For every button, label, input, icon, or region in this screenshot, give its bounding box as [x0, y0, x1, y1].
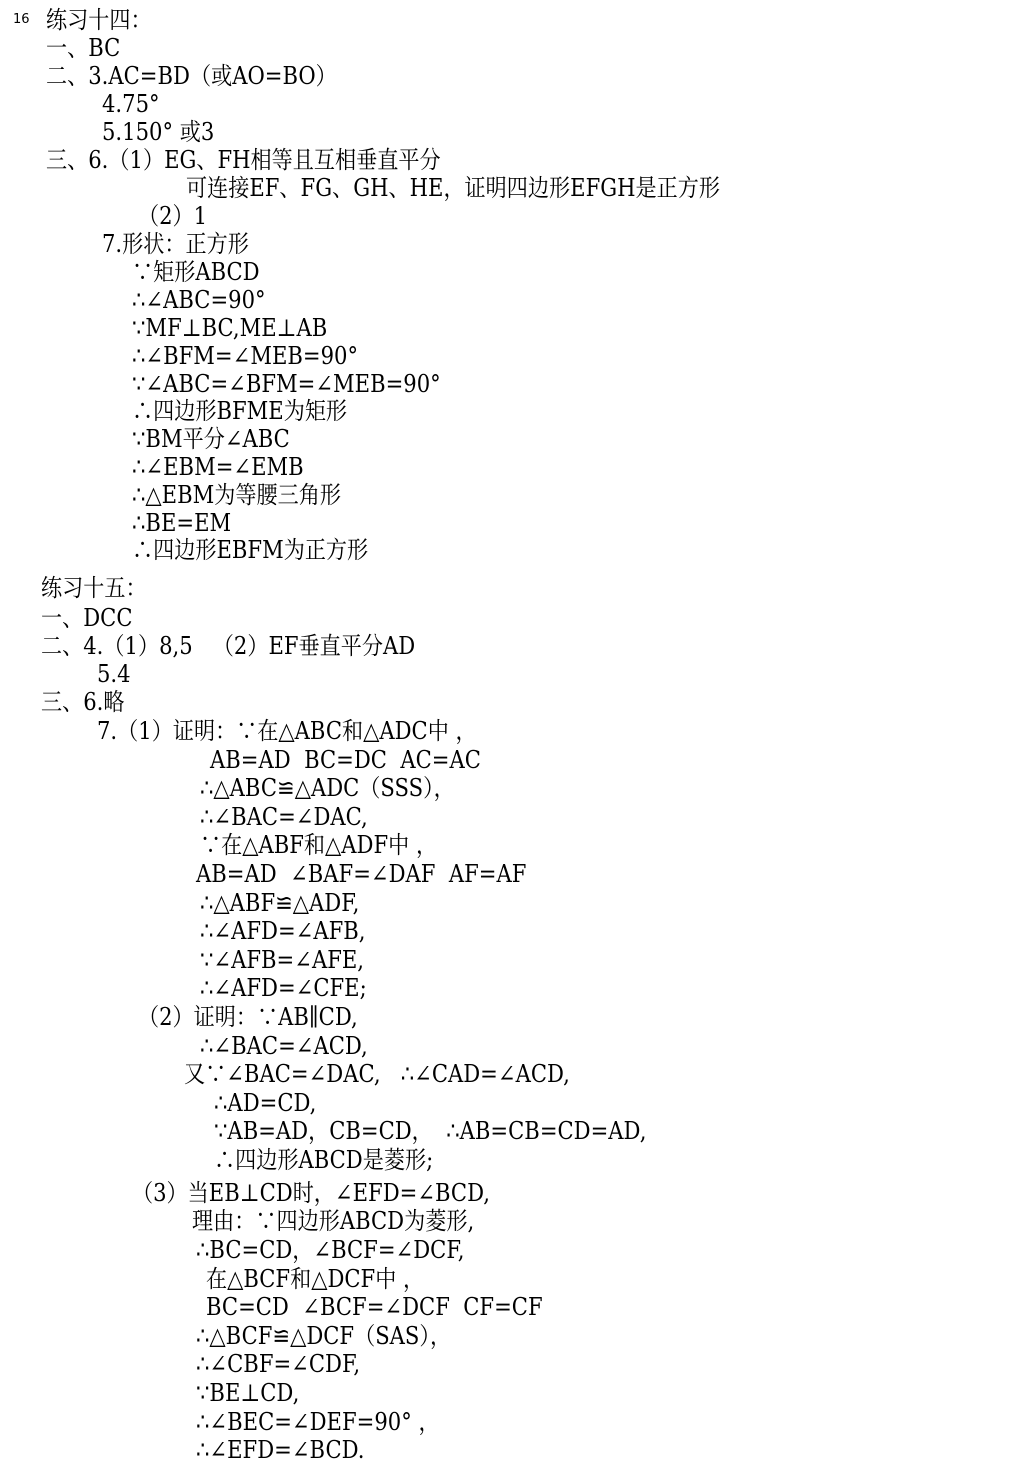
answer-line: （2）1: [138, 202, 208, 230]
answer-line: 一、DCC: [41, 604, 133, 632]
proof-line: ∵BM平分∠ABC: [132, 425, 290, 453]
proof-line: ∴四边形EBFM为正方形: [132, 536, 369, 564]
proof-line: ∴∠AFD=∠CFE;: [200, 974, 367, 1002]
proof-line: ∵MF⊥BC,ME⊥AB: [132, 314, 328, 342]
proof-line: BC=CD ∠BCF=∠DCF CF=CF: [206, 1293, 543, 1321]
proof-line: ∴∠BAC=∠DAC,: [200, 803, 368, 831]
exercise-15-title: 练习十五：: [41, 574, 147, 602]
proof-line: 理由：∵四边形ABCD为菱形,: [192, 1207, 475, 1235]
proof-line: ∴△EBM为等腰三角形: [132, 481, 341, 509]
proof-line: ∴△ABF≌△ADF,: [200, 889, 360, 917]
answer-line: 7.（1）证明：∵在△ABC和△ADC中 ，: [97, 717, 477, 745]
proof-line: ∵∠ABC=∠BFM=∠MEB=90°: [132, 370, 441, 398]
proof-line: ∴∠BFM=∠MEB=90°: [132, 342, 359, 370]
proof-line: ∵矩形ABCD: [132, 258, 260, 286]
proof-line: ∴∠EBM=∠EMB: [132, 453, 304, 481]
proof-line: ∴∠EFD=∠BCD.: [196, 1436, 365, 1464]
proof-line: 在△BCF和△DCF中 ，: [206, 1265, 425, 1293]
proof-line: ∴∠BAC=∠ACD,: [200, 1032, 368, 1060]
proof-line: ∴∠ABC=90°: [132, 286, 266, 314]
proof-line: 又∵∠BAC=∠DAC, ∴∠CAD=∠ACD,: [184, 1060, 570, 1088]
proof-line: ∵BE⊥CD,: [196, 1379, 300, 1407]
proof-line: AB=AD ∠BAF=∠DAF AF=AF: [196, 860, 527, 888]
answer-line: 5.150° 或3: [102, 118, 215, 146]
answer-line: 4.75°: [102, 90, 160, 118]
exercise-14-title: 练习十四：: [46, 6, 152, 34]
proof-line: ∴四边形ABCD是菱形;: [214, 1146, 434, 1174]
answer-line: 三、6.略: [41, 688, 125, 716]
proof-line: ∴BC=CD，∠BCF=∠DCF,: [196, 1236, 465, 1264]
proof-line: ∵AB=AD，CB=CD， ∴AB=CB=CD=AD,: [214, 1117, 647, 1145]
answer-line: 5.4: [97, 660, 131, 688]
proof-line: ∴∠CBF=∠CDF,: [196, 1350, 361, 1378]
proof-line: AB=AD BC=DC AC=AC: [210, 746, 481, 774]
proof-line: ∵在△ABF和△ADF中 ，: [200, 831, 438, 859]
answer-line: 可连接EF、FG、GH、HE，证明四边形EFGH是正方形: [186, 174, 721, 202]
answer-line: 7.形状：正方形: [102, 230, 249, 258]
proof-line: ∴∠BEC=∠DEF=90° ，: [196, 1408, 440, 1436]
proof-line: ∴△ABC≌△ADC（SSS），: [200, 774, 455, 802]
answer-line: 三、6.（1）EG、FH相等且互相垂直平分: [46, 146, 441, 174]
page-number: 16: [13, 12, 30, 27]
proof-line: ∴AD=CD,: [214, 1089, 317, 1117]
answer-line: 二、3.AC=BD（或AO=BO）: [46, 62, 337, 90]
proof-line: ∴△BCF≌△DCF（SAS），: [196, 1322, 452, 1350]
proof-line: ∴∠AFD=∠AFB,: [200, 917, 366, 945]
proof-line: （2）证明：∵AB∥CD,: [138, 1003, 358, 1031]
proof-line: （3）当EB⊥CD时，∠EFD=∠BCD,: [132, 1179, 490, 1207]
answer-line: 一、BC: [46, 34, 121, 62]
proof-line: ∵∠AFB=∠AFE,: [200, 946, 364, 974]
answer-line: 二、4.（1）8,5 （2）EF垂直平分AD: [41, 632, 416, 660]
proof-line: ∴四边形BFME为矩形: [132, 397, 348, 425]
proof-line: ∴BE=EM: [132, 509, 232, 537]
